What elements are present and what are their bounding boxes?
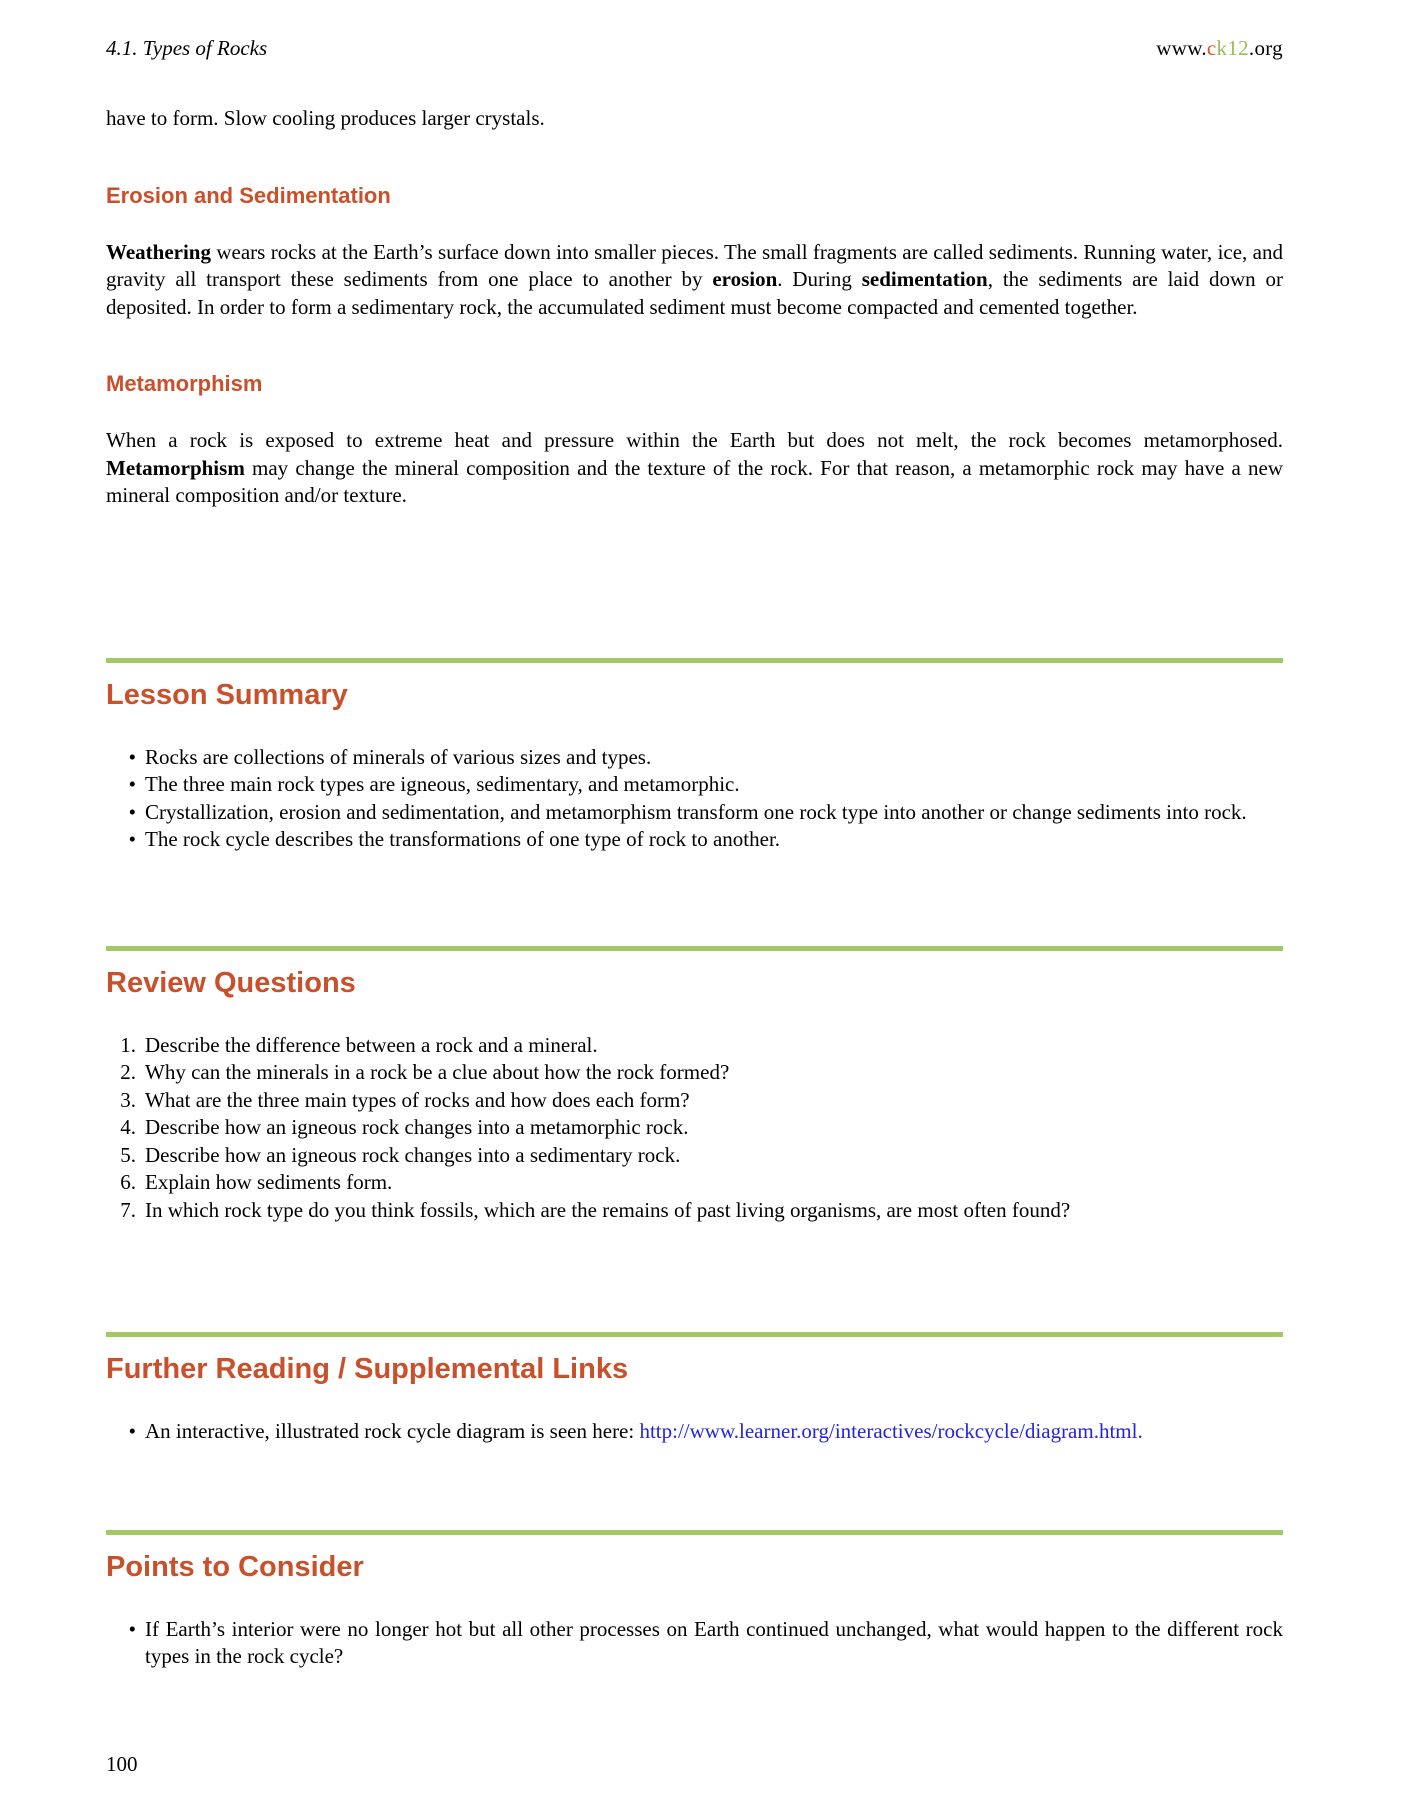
- section-divider: [106, 1530, 1283, 1535]
- bullet-icon: •: [128, 799, 136, 824]
- list-item: [106, 1197, 1283, 1225]
- text-segment: Crystallization, erosion and sedimentation, and metamorphism transform one rock type into another or change sediments into rock.: [145, 799, 1247, 824]
- list-item-text: [145, 1142, 1283, 1170]
- bullet-icon: •: [128, 772, 136, 796]
- text-segment: If Earth’s interior were no longer hot but all other processes on Earth continued unchanged, what would happen to the different rock types in the rock cycle?: [145, 1616, 1283, 1668]
- text-segment: . During: [777, 267, 862, 291]
- bullet-icon: •: [128, 1616, 136, 1641]
- section-lesson-summary: [106, 658, 1283, 854]
- list-item: [106, 771, 1283, 799]
- section-heading: Points to Consider: [106, 1550, 364, 1583]
- section-divider: [106, 1332, 1283, 1337]
- item-number: 7.: [120, 1197, 136, 1222]
- section-divider: [106, 946, 1283, 951]
- site-url-www: www.: [1156, 36, 1207, 60]
- list-item-text: [145, 771, 1283, 799]
- list-item: [106, 1059, 1283, 1087]
- list-item-text: [145, 1418, 1283, 1446]
- text-segment: may change the mineral composition and the texture of the rock. For that reason, a metamorphic rock may have a new mineral composition and/or texture.: [106, 455, 1283, 507]
- section-divider: [106, 658, 1283, 663]
- points-to-consider-list: [106, 1616, 1283, 1671]
- item-number: 2.: [120, 1060, 136, 1084]
- text-segment: erosion: [712, 267, 778, 291]
- section-further-reading: [106, 1332, 1283, 1446]
- item-number: 5.: [120, 1142, 136, 1167]
- list-item-text: [145, 744, 1283, 772]
- list-item: [106, 826, 1283, 854]
- text-segment: The rock cycle describes the transformations of one type of rock to another.: [145, 827, 781, 851]
- list-item: [106, 1114, 1283, 1142]
- text-segment: Rocks are collections of minerals of various sizes and types.: [145, 744, 652, 769]
- list-item-text: [145, 1059, 1283, 1087]
- item-number: 3.: [120, 1087, 136, 1112]
- intro-paragraph: have to form. Slow cooling produces larger crystals.: [106, 106, 545, 130]
- subsection-paragraph: [106, 427, 1283, 510]
- text-segment: What are the three main types of rocks and how does each form?: [145, 1087, 690, 1112]
- page-header: [106, 36, 1283, 61]
- section-heading: Review Questions: [106, 966, 356, 999]
- subsection-heading: Metamorphism: [106, 371, 263, 396]
- item-number: 1.: [120, 1032, 136, 1057]
- further-reading-list: [106, 1418, 1283, 1446]
- list-item-text: [145, 1114, 1283, 1142]
- section-number-title: 4.1. Types of Rocks: [106, 36, 268, 60]
- bullet-icon: •: [128, 744, 136, 769]
- list-item-text: [145, 1616, 1283, 1671]
- subsection-paragraph: [106, 239, 1283, 322]
- text-segment: An interactive, illustrated rock cycle diagram is seen here:: [145, 1419, 640, 1443]
- text-segment: Explain how sediments form.: [145, 1170, 393, 1194]
- item-number: 6.: [120, 1170, 136, 1194]
- list-item: [106, 1169, 1283, 1197]
- site-url-c: c: [1206, 36, 1217, 60]
- text-segment: Why can the minerals in a rock be a clue about how the rock formed?: [145, 1060, 730, 1084]
- text-segment: Describe the difference between a rock and a mineral.: [145, 1032, 598, 1057]
- subsection-metamorphism: [106, 371, 1283, 510]
- list-item-text: [145, 1087, 1283, 1115]
- list-item-text: [145, 1032, 1283, 1060]
- list-item: [106, 1142, 1283, 1170]
- list-item: [106, 1087, 1283, 1115]
- text-segment: wears rocks at the Earth’s surface down into smaller pieces. The small fragments are called sediments. Running water, ice, and gravity all transport these sediments from one place to another by: [106, 239, 1283, 291]
- review-questions-list: [106, 1032, 1283, 1225]
- site-url: [1156, 36, 1283, 61]
- site-url-org: .org: [1248, 36, 1283, 60]
- section-points-to-consider: [106, 1530, 1283, 1671]
- list-item-text: [145, 1169, 1283, 1197]
- list-item-text: [145, 826, 1283, 854]
- list-item-text: [145, 1197, 1283, 1225]
- list-item: [106, 1032, 1283, 1060]
- text-segment: In which rock type do you think fossils, which are the remains of past living organisms, are most often found?: [145, 1197, 1071, 1222]
- section-heading: Further Reading / Supplemental Links: [106, 1353, 629, 1385]
- lesson-summary-list: [106, 744, 1283, 854]
- list-item: [106, 1616, 1283, 1671]
- site-url-k12: k12: [1216, 36, 1249, 60]
- bullet-icon: •: [128, 1419, 136, 1443]
- list-item: [106, 1418, 1283, 1446]
- list-item-text: [145, 799, 1283, 827]
- list-item: [106, 744, 1283, 772]
- subsection-erosion-and-sedimentation: [106, 183, 1283, 322]
- text-segment: When a rock is exposed to extreme heat and pressure within the Earth but does not melt, the rock becomes metamorphosed.: [106, 428, 1283, 452]
- subsection-heading: Erosion and Sedimentation: [106, 182, 391, 208]
- page-number: 100: [106, 1752, 138, 1776]
- text-segment: Describe how an igneous rock changes into a sedimentary rock.: [145, 1142, 681, 1167]
- text-segment: Describe how an igneous rock changes into a metamorphic rock.: [145, 1115, 689, 1139]
- text-segment: Metamorphism: [106, 455, 245, 480]
- section-review-questions: [106, 946, 1283, 1225]
- text-segment: The three main rock types are igneous, sedimentary, and metamorphic.: [145, 772, 740, 796]
- text-segment: Weathering: [106, 239, 211, 264]
- external-link[interactable]: http://www.learner.org/interactives/rockcycle/diagram.html.: [639, 1419, 1143, 1443]
- list-item: [106, 799, 1283, 827]
- section-heading: Lesson Summary: [106, 678, 348, 711]
- item-number: 4.: [120, 1115, 136, 1139]
- text-segment: sedimentation: [861, 267, 988, 291]
- text-segment: , the sediments are laid down or deposited. In order to form a sedimentary rock, the accumulated sediment must become compacted and cemented together.: [106, 267, 1283, 319]
- bullet-icon: •: [128, 827, 136, 851]
